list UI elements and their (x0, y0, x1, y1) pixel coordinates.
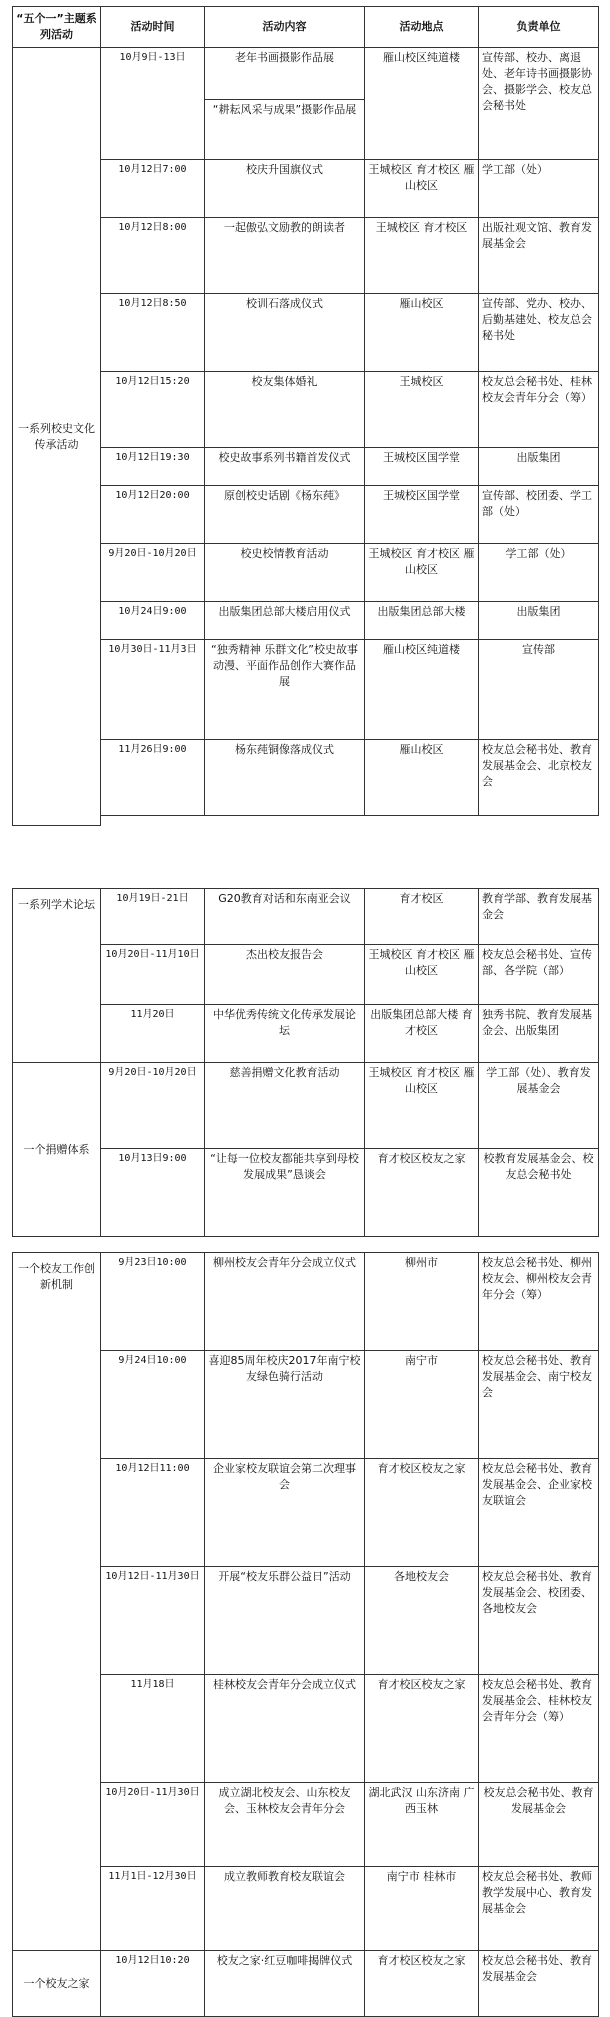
row-content: 出版集团总部大楼启用仪式 (205, 602, 365, 640)
row-place: 王城校区 (365, 372, 479, 448)
row-time: 9月24日10:00 (101, 1351, 205, 1459)
row-time: 10月9日-13日 (101, 48, 205, 160)
row-time: 10月12日20:00 (101, 486, 205, 544)
table-row (13, 486, 599, 544)
row-content: 原创校史话剧《杨东莼》 (205, 486, 365, 544)
activity-table-part2 (12, 888, 599, 1237)
row-place: 育才校区校友之家 (365, 1459, 479, 1567)
row-time: 11月1日-12月30日 (101, 1867, 205, 1951)
row-place: 育才校区 (365, 889, 479, 945)
row-place: 雁山校区纯道楼 (365, 48, 479, 160)
row-place: 湖北武汉 山东济南 广西玉林 (365, 1783, 479, 1867)
row-unit: 校友总会秘书处、教育发展基金会 (479, 1951, 599, 2017)
row-place: 王城校区 育才校区 雁山校区 (365, 544, 479, 602)
row-unit: 学工部（处）、教育发展基金会 (479, 1063, 599, 1149)
row-place: 柳州市 (365, 1253, 479, 1351)
row-unit: 出版社观文馆、教育发展基金会 (479, 218, 599, 294)
row-content: 一起傲弘文励教的朗读者 (205, 218, 365, 294)
table-row (13, 602, 599, 640)
row-place: 育才校区校友之家 (365, 1951, 479, 2017)
table-row (13, 1675, 599, 1783)
row-unit: 独秀书院、教育发展基金会、出版集团 (479, 1005, 599, 1063)
row-time: 10月19日-21日 (101, 889, 205, 945)
row-content: 校训石落成仪式 (205, 294, 365, 372)
table-row (13, 160, 599, 218)
row-time: 11月18日 (101, 1675, 205, 1783)
row-time: 10月12日10:20 (101, 1951, 205, 2017)
row-content: 开展“校友乐群公益日”活动 (205, 1567, 365, 1675)
table-row (13, 889, 599, 945)
row-place: 王城校区 育才校区 雁山校区 (365, 160, 479, 218)
row-content: 慈善捐赠文化教育活动 (205, 1063, 365, 1149)
row-content: G20教育对话和东南亚会议 (205, 889, 365, 945)
row-time: 10月13日9:00 (101, 1149, 205, 1237)
row-place: 王城校区 育才校区 雁山校区 (365, 945, 479, 1005)
section-theme: 一个捐赠体系 (13, 1063, 101, 1237)
row-place: 育才校区校友之家 (365, 1675, 479, 1783)
row-content: 校史校情教育活动 (205, 544, 365, 602)
row-unit: 教育学部、教育发展基金会 (479, 889, 599, 945)
table-row (13, 1867, 599, 1951)
row-content: 中华优秀传统文化传承发展论坛 (205, 1005, 365, 1063)
table-row (13, 1005, 599, 1063)
header-theme: “五个一”主题系列活动 (13, 7, 101, 48)
row-place: 各地校友会 (365, 1567, 479, 1675)
header-place: 活动地点 (365, 7, 479, 48)
row-time: 10月12日19:30 (101, 448, 205, 486)
row-place: 南宁市 桂林市 (365, 1867, 479, 1951)
row-time: 10月20日-11月10日 (101, 945, 205, 1005)
section-theme: 一个校友之家 (13, 1951, 101, 2017)
row-content: 校友集体婚礼 (205, 372, 365, 448)
table-header-row (13, 7, 599, 48)
table-row (13, 218, 599, 294)
activity-table-part3 (12, 1252, 599, 2017)
table-row (13, 640, 599, 740)
row-unit: 校友总会秘书处、教师教学发展中心、教育发展基金会 (479, 1867, 599, 1951)
row-place: 王城校区国学堂 (365, 486, 479, 544)
activity-table-part1 (12, 6, 599, 826)
table-row (13, 544, 599, 602)
header-content: 活动内容 (205, 7, 365, 48)
row-time: 9月20日-10月20日 (101, 1063, 205, 1149)
row-place: 雁山校区 (365, 294, 479, 372)
row-content: 成立教师教育校友联谊会 (205, 1867, 365, 1951)
row-unit: 学工部（处） (479, 544, 599, 602)
row-content: 喜迎85周年校庆2017年南宁校友绿色骑行活动 (205, 1351, 365, 1459)
row-place: 出版集团总部大楼 (365, 602, 479, 640)
row-unit: 宣传部、党办、校办、后勤基建处、校友总会秘书处 (479, 294, 599, 372)
table-row (13, 1351, 599, 1459)
row-place: 王城校区 育才校区 (365, 218, 479, 294)
row-content: 杰出校友报告会 (205, 945, 365, 1005)
row-unit: 出版集团 (479, 602, 599, 640)
row-time: 10月30日-11月3日 (101, 640, 205, 740)
section-theme: 一个校友工作创新机制 (13, 1253, 101, 1951)
row-time: 10月12日11:00 (101, 1459, 205, 1567)
row-time: 10月20日-11月30日 (101, 1783, 205, 1867)
row-content: 校友之家·红豆咖啡揭牌仪式 (205, 1951, 365, 2017)
row-unit: 校友总会秘书处、教育发展基金会 (479, 1783, 599, 1867)
table-row (13, 48, 599, 100)
row-time: 10月12日8:00 (101, 218, 205, 294)
section-spacer-row (13, 816, 599, 826)
row-unit: 校友总会秘书处、教育发展基金会、桂林校友会青年分会（筹） (479, 1675, 599, 1783)
row-unit: 校教育发展基金会、校友总会秘书处 (479, 1149, 599, 1237)
header-time: 活动时间 (101, 7, 205, 48)
table-row (13, 1567, 599, 1675)
table-row (13, 448, 599, 486)
header-unit: 负责单位 (479, 7, 599, 48)
table-row (13, 1951, 599, 2017)
row-unit: 宣传部 (479, 640, 599, 740)
row-unit: 宣传部、校办、离退处、老年诗书画摄影协会、摄影学会、校友总会秘书处 (479, 48, 599, 160)
row-content: “让每一位校友都能共享到母校发展成果”恳谈会 (205, 1149, 365, 1237)
row-time: 10月12日-11月30日 (101, 1567, 205, 1675)
section-theme: 一系列学术论坛 (13, 889, 101, 1063)
row-time: 11月20日 (101, 1005, 205, 1063)
row-unit: 学工部（处） (479, 160, 599, 218)
row-content: 企业家校友联谊会第二次理事会 (205, 1459, 365, 1567)
table-row (13, 1149, 599, 1237)
row-unit: 校友总会秘书处、教育发展基金会、北京校友会 (479, 740, 599, 816)
table-row (13, 1063, 599, 1149)
row-unit: 校友总会秘书处、教育发展基金会、企业家校友联谊会 (479, 1459, 599, 1567)
row-place: 南宁市 (365, 1351, 479, 1459)
row-time: 11月26日9:00 (101, 740, 205, 816)
row-unit: 校友总会秘书处、教育发展基金会、南宁校友会 (479, 1351, 599, 1459)
row-time: 9月23日10:00 (101, 1253, 205, 1351)
row-unit: 出版集团 (479, 448, 599, 486)
row-place: 王城校区 育才校区 雁山校区 (365, 1063, 479, 1149)
row-content: 校庆升国旗仪式 (205, 160, 365, 218)
row-time: 9月20日-10月20日 (101, 544, 205, 602)
row-content: 柳州校友会青年分会成立仪式 (205, 1253, 365, 1351)
row-unit: 校友总会秘书处、桂林校友会青年分会（筹） (479, 372, 599, 448)
row-content: 杨东莼铜像落成仪式 (205, 740, 365, 816)
table-row (13, 1783, 599, 1867)
row-unit: 校友总会秘书处、宣传部、各学院（部） (479, 945, 599, 1005)
row-time: 10月24日9:00 (101, 602, 205, 640)
table-row (13, 1459, 599, 1567)
row-place: 育才校区校友之家 (365, 1149, 479, 1237)
table-row (13, 740, 599, 816)
row-place: 出版集团总部大楼 育才校区 (365, 1005, 479, 1063)
table-row (13, 945, 599, 1005)
row-content: 桂林校友会青年分会成立仪式 (205, 1675, 365, 1783)
row-time: 10月12日7:00 (101, 160, 205, 218)
row-time: 10月12日15:20 (101, 372, 205, 448)
table-row (13, 1253, 599, 1351)
row-unit: 校友总会秘书处、教育发展基金会、校团委、各地校友会 (479, 1567, 599, 1675)
row-place: 雁山校区 (365, 740, 479, 816)
row-content: “独秀精神 乐群文化”校史故事动漫、平面作品创作大赛作品展 (205, 640, 365, 740)
row-unit: 校友总会秘书处、柳州校友会、柳州校友会青年分会（筹） (479, 1253, 599, 1351)
spacer-cell (101, 816, 599, 826)
row-time: 10月12日8:50 (101, 294, 205, 372)
section-theme: 一系列校史文化传承活动 (13, 48, 101, 826)
row-content: 校史故事系列书籍首发仪式 (205, 448, 365, 486)
row-place: 王城校区国学堂 (365, 448, 479, 486)
row-unit: 宣传部、校团委、学工部（处） (479, 486, 599, 544)
row-content: “耕耘风采与成果”摄影作品展 (205, 100, 365, 160)
table-row (13, 372, 599, 448)
row-place: 雁山校区纯道楼 (365, 640, 479, 740)
row-content: 老年书画摄影作品展 (205, 48, 365, 100)
table-row (13, 294, 599, 372)
row-content: 成立湖北校友会、山东校友会、玉林校友会青年分会 (205, 1783, 365, 1867)
